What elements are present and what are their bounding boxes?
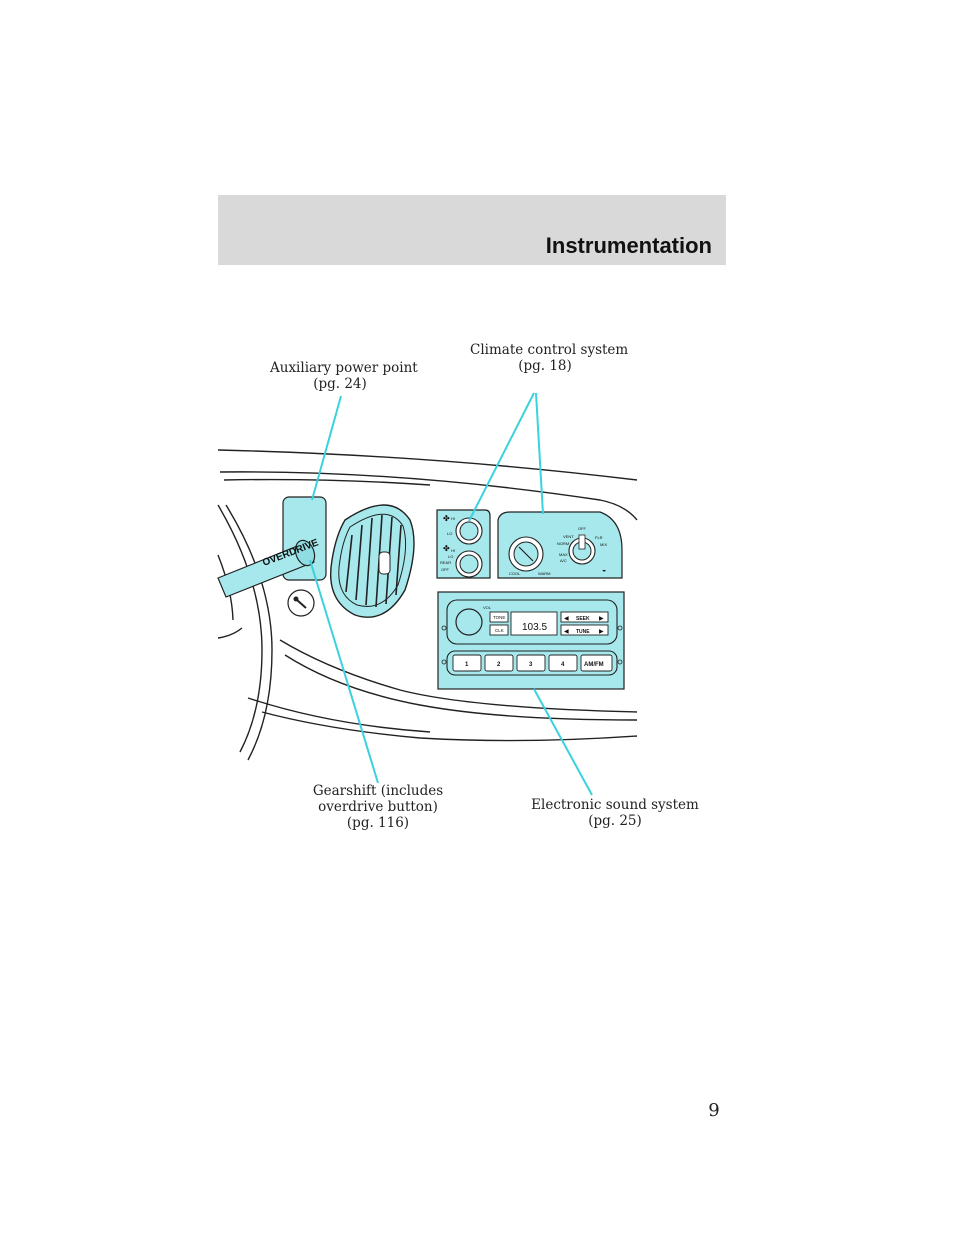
callout-climate-line-2: (pg. 18) <box>518 358 572 374</box>
mode-vent-label: VENT <box>563 534 574 539</box>
radio-preset-2: 2 <box>497 662 501 668</box>
rear-off-label: OFF <box>441 567 449 572</box>
leader-climate-left <box>469 393 534 521</box>
section-title: Instrumentation <box>545 233 712 258</box>
radio-clk-button: CLK <box>495 628 504 633</box>
radio-display-frequency: 103.5 <box>522 622 548 633</box>
radio-preset-3: 3 <box>529 662 533 668</box>
fan-high-label: HI <box>451 516 455 521</box>
rear-high-label: HI <box>451 548 455 553</box>
mode-ac-label: A/C <box>560 558 567 563</box>
radio-vol-label: VOL <box>483 605 492 610</box>
overdrive-button-label: OVERDRIVE <box>261 537 321 569</box>
callout-aux-power <box>270 360 418 392</box>
callout-gearshift <box>308 783 448 831</box>
callout-climate-line-1: Climate control system <box>470 342 629 358</box>
radio-preset-1: 1 <box>465 662 469 668</box>
radio-band-button: AM/FM <box>584 662 604 668</box>
callout-climate <box>470 342 629 374</box>
rear-label: REAR <box>440 560 452 565</box>
leader-sound <box>534 689 592 795</box>
page-number: 9 <box>708 1100 720 1121</box>
callout-sound-line-2: (pg. 25) <box>588 813 642 829</box>
mode-off-label: OFF <box>578 526 586 531</box>
mode-mix-label: MIX <box>600 542 608 547</box>
callout-aux-power-line-1: Auxiliary power point <box>270 360 418 376</box>
svg-text:✤: ✤ <box>443 514 450 523</box>
sound-system-panel <box>438 592 624 689</box>
rear-low-label: LO <box>448 554 454 559</box>
callout-sound <box>530 797 700 829</box>
seek-left-icon: ◀ <box>564 616 569 622</box>
radio-tone-button: TONE <box>493 615 506 620</box>
callout-gearshift-line-3: (pg. 116) <box>346 815 410 831</box>
fan-low-label: LO <box>447 531 453 536</box>
steering-wheel <box>218 505 272 760</box>
callout-aux-power-line-2: (pg. 24) <box>313 376 367 392</box>
callout-gearshift-line-1: Gearshift (includes <box>312 783 444 799</box>
radio-tune-button: TUNE <box>576 629 590 635</box>
callout-gearshift-line-2: overdrive button) <box>318 799 438 815</box>
radio-seek-button: SEEK <box>576 616 590 622</box>
key-icon <box>288 590 314 616</box>
seek-right-icon: ▶ <box>599 616 604 622</box>
tune-right-icon: ▶ <box>599 629 604 635</box>
leader-aux-power <box>312 396 341 500</box>
tune-left-icon: ◀ <box>564 629 569 635</box>
defrost-icon: ◒ <box>602 567 607 574</box>
svg-text:✤: ✤ <box>443 544 450 553</box>
mode-norm-label: NORM <box>557 541 570 546</box>
callout-sound-line-1: Electronic sound system <box>531 797 699 813</box>
leader-climate-right <box>536 393 543 514</box>
radio-preset-4: 4 <box>561 662 565 668</box>
air-vent <box>331 505 414 617</box>
mode-max-label: MAX <box>559 552 568 557</box>
mode-flr-label: FLR <box>595 535 603 540</box>
climate-control-panel <box>437 510 622 578</box>
temp-warm-label: WARM <box>538 571 551 576</box>
temp-cool-label: COOL <box>509 571 521 576</box>
